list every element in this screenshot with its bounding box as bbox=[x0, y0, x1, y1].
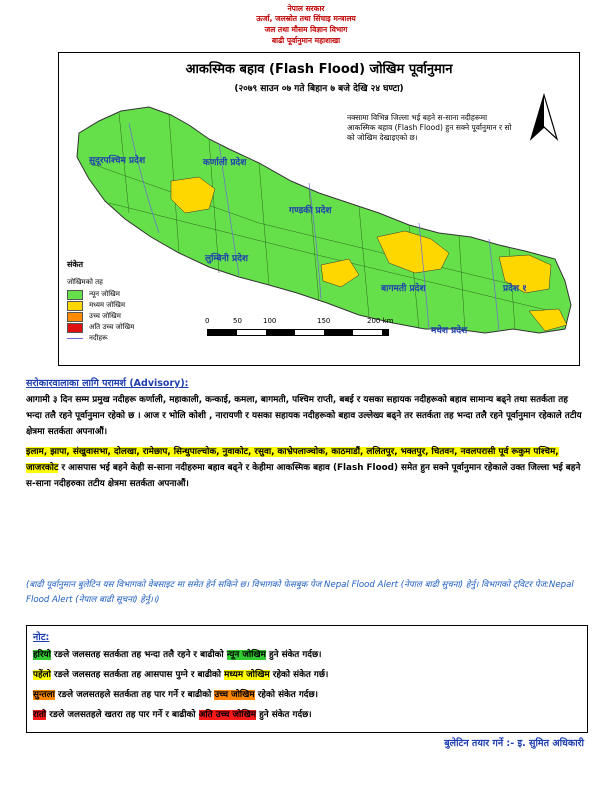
highlighted-districts: इलाम, झापा, संखुवासभा, दोलखा, रामेछाप, सिन्धुपाल्चोक, नुवाकोट, रसुवा, काभ्रेपलाञ्चोक, काठमाडौं, ललितपुर, भक्तपुर, चितवन, नवलपरासी पूर्व रूकुम पश्चिम, जाजरकोट bbox=[26, 447, 559, 473]
note-line-red: रातो रङले जलसतहले खतरा तह पार गर्ने र बाढीको अति उच्च जोखिम हुने संकेत गर्दछ। bbox=[33, 710, 312, 720]
legend-item-rivers bbox=[67, 333, 207, 344]
map-legend bbox=[67, 259, 210, 344]
region-karnali: कर्णाली प्रदेश bbox=[203, 158, 247, 168]
map-subtitle: (२०७९ साउन ०७ गते बिहान ७ बजे देखि २४ घण्टा) bbox=[234, 84, 404, 94]
region-bagmati: बागमती प्रदेश bbox=[381, 284, 426, 294]
scale-tick-label: 200 km bbox=[367, 317, 394, 325]
scale-tick-label: 100 bbox=[263, 317, 277, 325]
advisory-paragraph-2 bbox=[26, 444, 586, 492]
advisory-paragraph-2-rest: र आसपास भई बहने केही स-साना नदीहरुमा बहाव बढ्ने र केहीमा आकस्मिक बहाव (Flash Flood) समेत हुन सक्ने पूर्वानुमान रहेकाले उक्त जिल्ला भई बहने स-साना नदीहरुका तटीय क्षेत्रमा सतर्कता अपनाऔं। bbox=[26, 463, 581, 489]
scale-tick-label: 0 bbox=[205, 317, 210, 325]
note-heading: नोट: bbox=[33, 632, 50, 643]
legend-swatch bbox=[67, 323, 83, 333]
header-ministry-2: ऊर्जा, जलस्रोत तथा सिंचाइ मन्त्रालय bbox=[256, 14, 356, 23]
legend-item bbox=[67, 289, 207, 300]
scale-bar-graphic bbox=[207, 329, 389, 336]
advisory-paragraph-1: आगामी ३ दिन सम्म प्रमुख नदीहरू कर्णाली, महाकाली, कन्काई, कमला, बागमती, पश्चिम राप्ती, बबई र यसका सहायक नदीहरूको बहाव सामान्य बढ्ने तथा सतर्कता तह भन्दा तलै रहने पूर्वानुमान रहेको छ । आज र भोलि कोशी , नारायणी र यसका सहायक नदीहरूको बहाव उल्लेख्य बढ्ने तर सतर्कता तह भन्दा तलै रहने पूर्वानुमान रहेकाले तटीय क्षेत्रमा सतर्कता अपनाऔं। bbox=[26, 395, 582, 437]
risk-level: न्यून जोखिम bbox=[226, 650, 266, 660]
risk-level: मध्यम जोखिम bbox=[224, 670, 270, 680]
note-line-orange: सुन्तला रङले जलसतहले सतर्कता तह पार गर्ने र बाढीको उच्च जोखिम रहेको संकेत गर्दछ। bbox=[33, 690, 318, 700]
legend-label: उच्च जोखिम bbox=[89, 312, 121, 320]
color-word: रातो bbox=[33, 710, 47, 720]
region-gandaki: गण्डकी प्रदेश bbox=[289, 206, 332, 216]
scale-tick-label: 150 bbox=[317, 317, 331, 325]
legend-label: न्यून जोखिम bbox=[89, 290, 120, 298]
header-division: बाढी पूर्वानुमान महाशाखा bbox=[271, 36, 341, 45]
note-line-green: हरियो रङले जलसतह सतर्कता तह भन्दा तलै रहने र बाढीको न्यून जोखिम हुने संकेत गर्दछ। bbox=[33, 650, 322, 660]
legend-label: अति उच्च जोखिम bbox=[89, 323, 135, 331]
region-pradesh1: प्रदेश १ bbox=[503, 284, 527, 294]
region-lumbini: लुम्बिनी प्रदेश bbox=[205, 254, 248, 264]
legend-title: संकेत bbox=[67, 260, 84, 269]
legend-item bbox=[67, 311, 207, 322]
risk-level: उच्च जोखिम bbox=[214, 690, 255, 700]
note-box bbox=[26, 625, 588, 733]
advisory-heading: सरोकारवालाका लागि परामर्श (Advisory): bbox=[26, 378, 189, 389]
advisory-paragraph-3: (बाढी पूर्वानुमान बुलेटिन यस विभागको वेबसाइट मा समेत हेर्न सकिने छ। विभागको फेसबुक पेज Nepal Flood Alert (नेपाल बाढी सुचना) हेर्नु। विभागको ट्विटर पेज:Nepal Flood Alert (नेपाल बाढी सूचना) हेर्नु।।) bbox=[26, 580, 574, 605]
legend-item bbox=[67, 300, 207, 311]
color-word: हरियो bbox=[33, 650, 51, 660]
legend-swatch bbox=[67, 312, 83, 322]
color-word: सुन्तला bbox=[33, 690, 55, 700]
scale-tick-label: 50 bbox=[233, 317, 242, 325]
note-line-yellow: पहेंलो रङले जलसतह सतर्कता तह आसपास पुग्ने र बाढीको मध्यम जोखिम रहेको संकेत गर्छ। bbox=[33, 670, 329, 680]
header-ministry-1: नेपाल सरकार bbox=[287, 4, 325, 13]
legend-label: नदीहरू bbox=[89, 334, 108, 342]
region-sudurpaschim: सुदूरपश्चिम प्रदेश bbox=[89, 156, 146, 166]
color-word: पहेंलो bbox=[33, 670, 51, 680]
region-madhesh: मधेश प्रदेश bbox=[431, 326, 468, 336]
legend-subtitle: जोखिमको तह bbox=[67, 278, 103, 286]
flash-flood-map bbox=[58, 52, 580, 366]
legend-label: मध्यम जोखिम bbox=[89, 301, 126, 309]
river-line-icon bbox=[67, 338, 83, 339]
legend-item bbox=[67, 322, 207, 333]
map-note: नक्सामा विभिन्न जिल्ला भई बहने स-साना नदीहरूमा आकस्मिक बहाव (Flash Flood) हुन सक्ने पूर्वानुमान र सो को जोखिम देखाइएको छ। bbox=[347, 113, 512, 142]
scale-bar bbox=[205, 317, 435, 347]
map-title: आकस्मिक बहाव (Flash Flood) जोखिम पूर्वानुमान bbox=[185, 62, 453, 77]
legend-swatch bbox=[67, 290, 83, 300]
risk-level: अति उच्च जोखिम bbox=[198, 710, 257, 720]
bulletin-author: बुलेटिन तयार गर्ने :- इ. सुमित अधिकारी bbox=[444, 738, 584, 749]
header-department: जल तथा मौसम विज्ञान विभाग bbox=[264, 25, 348, 34]
legend-swatch bbox=[67, 301, 83, 311]
north-arrow-icon bbox=[529, 93, 559, 143]
